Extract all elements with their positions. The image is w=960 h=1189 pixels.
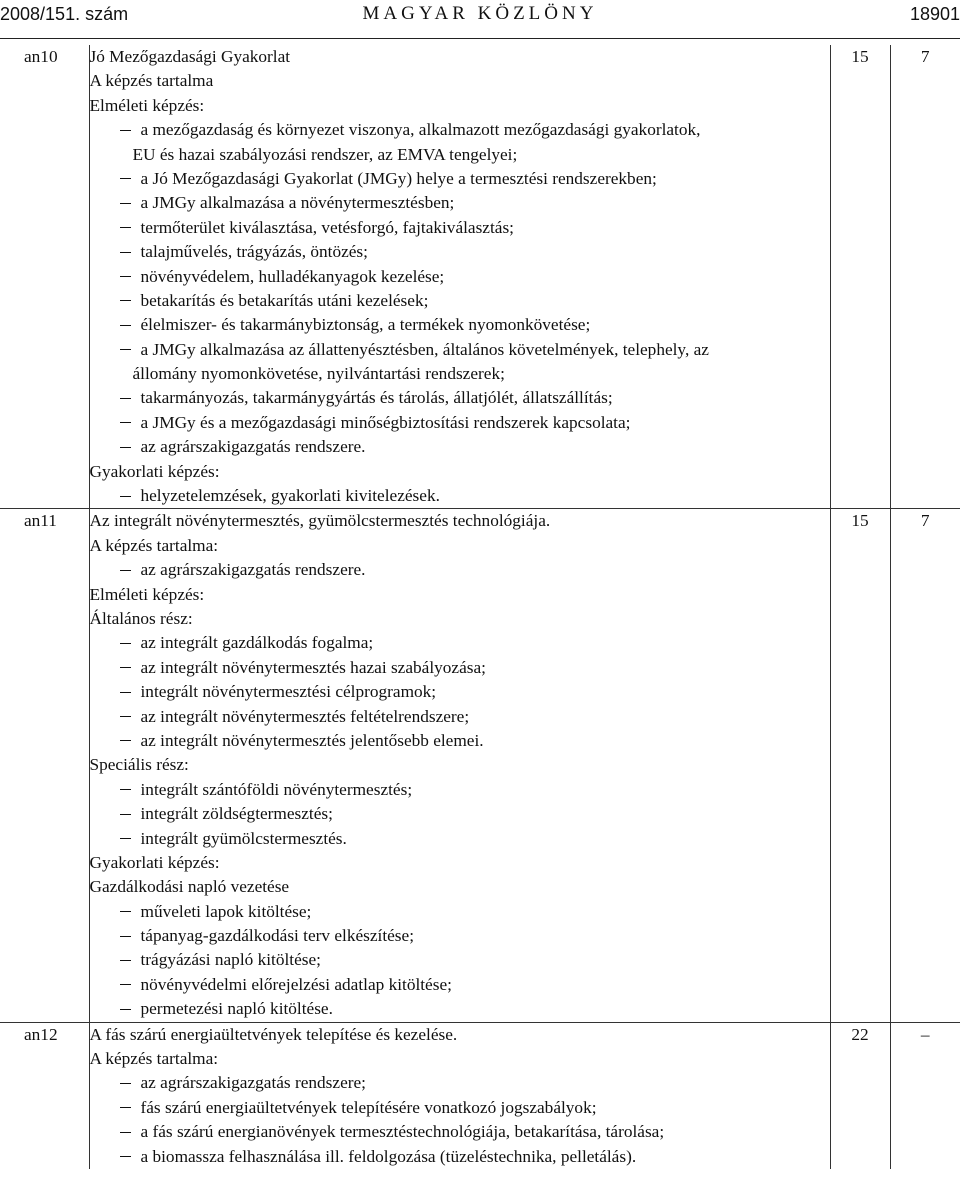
- text-line: [90, 1023, 830, 1047]
- text-line: [90, 509, 830, 533]
- bullet-item: [90, 802, 830, 826]
- bullet-item: [90, 680, 830, 704]
- dash-bullet-icon: [120, 227, 131, 228]
- bullet-item: [90, 778, 830, 802]
- table-row: [0, 509, 960, 1022]
- line-text: integrált növénytermesztési célprogramok;: [140, 682, 437, 702]
- line-text: az agrárszakigazgatás rendszere.: [140, 560, 366, 580]
- line-text: A képzés tartalma: [89, 71, 214, 91]
- line-text: a fás szárú energianövények termesztéstechnológiája, betakarítása, tárolása;: [140, 1122, 665, 1142]
- bullet-item: [90, 411, 830, 435]
- line-text: Elméleti képzés:: [89, 584, 205, 604]
- bullet-item: [90, 167, 830, 191]
- bullet-item: [90, 656, 830, 680]
- line-text: az agrárszakigazgatás rendszere;: [140, 1073, 366, 1093]
- bullet-item: [90, 827, 830, 851]
- dash-bullet-icon: [120, 692, 131, 693]
- dash-bullet-icon: [120, 1083, 131, 1084]
- line-text: Gazdálkodási napló vezetése: [89, 877, 290, 897]
- module-code-text: an10: [24, 47, 58, 66]
- table-row: [0, 1022, 960, 1169]
- line-text: az integrált gazdálkodás fogalma;: [140, 633, 374, 653]
- line-text: Az integrált növénytermesztés, gyümölcstermesztés technológiája.: [89, 511, 551, 531]
- dash-bullet-icon: [120, 789, 131, 790]
- text-line: [90, 851, 830, 875]
- bullet-item: [90, 191, 830, 215]
- line-text: permetezési napló kitöltése.: [140, 999, 333, 1019]
- dash-bullet-icon: [120, 960, 131, 961]
- text-line: [90, 69, 830, 93]
- dash-bullet-icon: [120, 1132, 131, 1133]
- line-text: a biomassza felhasználása ill. feldolgozása (tüzeléstechnika, pelletálás).: [140, 1146, 637, 1166]
- line-text: integrált gyümölcstermesztés.: [140, 828, 347, 848]
- page-header: [0, 0, 960, 32]
- line-text: növényvédelem, hulladékanyagok kezelése;: [140, 266, 445, 286]
- line-text: Speciális rész:: [89, 755, 189, 775]
- header-rule: [0, 38, 960, 39]
- table-row: [0, 45, 960, 509]
- bullet-item: [90, 484, 830, 508]
- text-line: [90, 143, 830, 167]
- module-description: [89, 509, 830, 1022]
- text-line: [90, 875, 830, 899]
- line-text: integrált szántóföldi növénytermesztés;: [140, 779, 413, 799]
- line-text: Gyakorlati képzés:: [89, 461, 220, 481]
- line-text: a JMGy alkalmazása a növénytermesztésben;: [140, 193, 455, 213]
- hours-practice-value: 7: [920, 511, 930, 531]
- bullet-item: [90, 240, 830, 264]
- bullet-item: [90, 729, 830, 753]
- dash-bullet-icon: [120, 1156, 131, 1157]
- line-text: élelmiszer- és takarmánybiztonság, a termékek nyomonkövetése;: [140, 315, 591, 335]
- dash-bullet-icon: [120, 984, 131, 985]
- bullet-item: [90, 900, 830, 924]
- line-text: a JMGy és a mezőgazdasági minőségbiztosítási rendszerek kapcsolata;: [140, 412, 631, 432]
- bullet-item: [90, 1120, 830, 1144]
- bullet-item: [90, 705, 830, 729]
- line-text: a mezőgazdaság és környezet viszonya, alkalmazott mezőgazdasági gyakorlatok,: [140, 120, 701, 140]
- line-text: integrált zöldségtermesztés;: [140, 804, 333, 824]
- module-description: [89, 1022, 830, 1169]
- hours-practice: [890, 45, 960, 509]
- dash-bullet-icon: [120, 838, 131, 839]
- hours-theory: [830, 1022, 890, 1169]
- line-text: betakarítás és betakarítás utáni kezelések;: [140, 290, 429, 310]
- line-text: trágyázási napló kitöltése;: [140, 950, 321, 970]
- dash-bullet-icon: [120, 300, 131, 301]
- text-line: [90, 607, 830, 631]
- module-description: [89, 45, 830, 509]
- line-text: az integrált növénytermesztés feltételrendszere;: [140, 706, 470, 726]
- hours-theory-value: 15: [851, 47, 869, 66]
- line-text: EU és hazai szabályozási rendszer, az EMVA tengelyei;: [132, 144, 518, 164]
- line-text: az agrárszakigazgatás rendszere.: [140, 437, 366, 457]
- hours-practice: [890, 1022, 960, 1169]
- dash-bullet-icon: [120, 349, 131, 350]
- text-line: [90, 583, 830, 607]
- line-text: tápanyag-gazdálkodási terv elkészítése;: [140, 926, 414, 946]
- module-code-text: an12: [24, 1024, 58, 1044]
- bullet-item: [90, 216, 830, 240]
- line-text: A fás szárú energiaültetvények telepítése és kezelése.: [89, 1024, 458, 1044]
- line-text: talajművelés, trágyázás, öntözés;: [140, 242, 368, 262]
- issue-number: 2008/151. szám: [0, 4, 129, 24]
- module-code: [0, 45, 89, 509]
- dash-bullet-icon: [120, 1009, 131, 1010]
- text-line: [90, 1047, 830, 1071]
- dash-bullet-icon: [120, 716, 131, 717]
- dash-bullet-icon: [120, 496, 131, 497]
- bullet-item: [90, 997, 830, 1021]
- bullet-item: [90, 948, 830, 972]
- line-text: növényvédelmi előrejelzési adatlap kitöltése;: [140, 974, 452, 994]
- line-text: az integrált növénytermesztés jelentősebb elemei.: [140, 730, 484, 750]
- bullet-item: [90, 386, 830, 410]
- dash-bullet-icon: [120, 570, 131, 571]
- hours-practice-value: 7: [920, 47, 930, 66]
- line-text: az integrált növénytermesztés hazai szabályozása;: [140, 657, 486, 677]
- bullet-item: [90, 313, 830, 337]
- dash-bullet-icon: [120, 911, 131, 912]
- dash-bullet-icon: [120, 814, 131, 815]
- bullet-item: [90, 118, 830, 142]
- line-text: Elméleti képzés:: [89, 95, 205, 115]
- bullet-item: [90, 973, 830, 997]
- dash-bullet-icon: [120, 252, 131, 253]
- hours-theory: [830, 45, 890, 509]
- text-line: [90, 362, 830, 386]
- hours-theory-value: 15: [851, 511, 869, 531]
- dash-bullet-icon: [120, 398, 131, 399]
- bullet-item: [90, 1145, 830, 1169]
- bullet-item: [90, 558, 830, 582]
- text-line: [90, 534, 830, 558]
- journal-title: MAGYAR KÖZLÖNY: [362, 3, 598, 24]
- bullet-item: [90, 338, 830, 362]
- line-text: Jó Mezőgazdasági Gyakorlat: [89, 47, 291, 66]
- line-text: takarmányozás, takarmánygyártás és tárolás, állatjólét, állatszállítás;: [140, 388, 613, 408]
- dash-bullet-icon: [120, 447, 131, 448]
- dash-bullet-icon: [120, 203, 131, 204]
- text-line: [90, 460, 830, 484]
- line-text: termőterület kiválasztása, vetésforgó, fajtakiválasztás;: [140, 217, 514, 237]
- line-text: Gyakorlati képzés:: [89, 852, 220, 872]
- line-text: állomány nyomonkövetése, nyilvántartási rendszerek;: [132, 364, 505, 384]
- hours-practice: [890, 509, 960, 1022]
- bullet-item: [90, 924, 830, 948]
- dash-bullet-icon: [120, 1107, 131, 1108]
- module-code: [0, 1022, 89, 1169]
- dash-bullet-icon: [120, 667, 131, 668]
- dash-bullet-icon: [120, 643, 131, 644]
- dash-bullet-icon: [120, 325, 131, 326]
- page-number: 18901: [909, 4, 960, 24]
- dash-bullet-icon: [120, 130, 131, 131]
- bullet-item: [90, 289, 830, 313]
- line-text: a JMGy alkalmazása az állattenyésztésben, általános követelmények, telephely, az: [140, 339, 709, 359]
- bullet-item: [90, 435, 830, 459]
- line-text: A képzés tartalma:: [89, 535, 219, 555]
- dash-bullet-icon: [120, 276, 131, 277]
- bullet-item: [90, 631, 830, 655]
- hours-theory-value: 22: [851, 1024, 869, 1044]
- line-text: a Jó Mezőgazdasági Gyakorlat (JMGy) helye a termesztési rendszerekben;: [140, 168, 657, 188]
- line-text: fás szárú energiaültetvények telepítésére vonatkozó jogszabályok;: [140, 1097, 597, 1117]
- line-text: A képzés tartalma:: [89, 1049, 219, 1069]
- line-text: Általános rész:: [89, 608, 193, 628]
- dash-bullet-icon: [120, 422, 131, 423]
- dash-bullet-icon: [120, 178, 131, 179]
- text-line: [90, 45, 830, 69]
- training-content-table: [0, 45, 960, 1169]
- hours-theory: [830, 509, 890, 1022]
- bullet-item: [90, 265, 830, 289]
- text-line: [90, 94, 830, 118]
- module-code-text: an11: [24, 511, 57, 531]
- text-line: [90, 753, 830, 777]
- bullet-item: [90, 1096, 830, 1120]
- module-code: [0, 509, 89, 1022]
- line-text: helyzetelemzések, gyakorlati kivitelezések.: [140, 486, 440, 506]
- dash-bullet-icon: [120, 740, 131, 741]
- dash-bullet-icon: [120, 936, 131, 937]
- bullet-item: [90, 1071, 830, 1095]
- line-text: műveleti lapok kitöltése;: [140, 901, 312, 921]
- hours-practice-value: –: [920, 1024, 930, 1044]
